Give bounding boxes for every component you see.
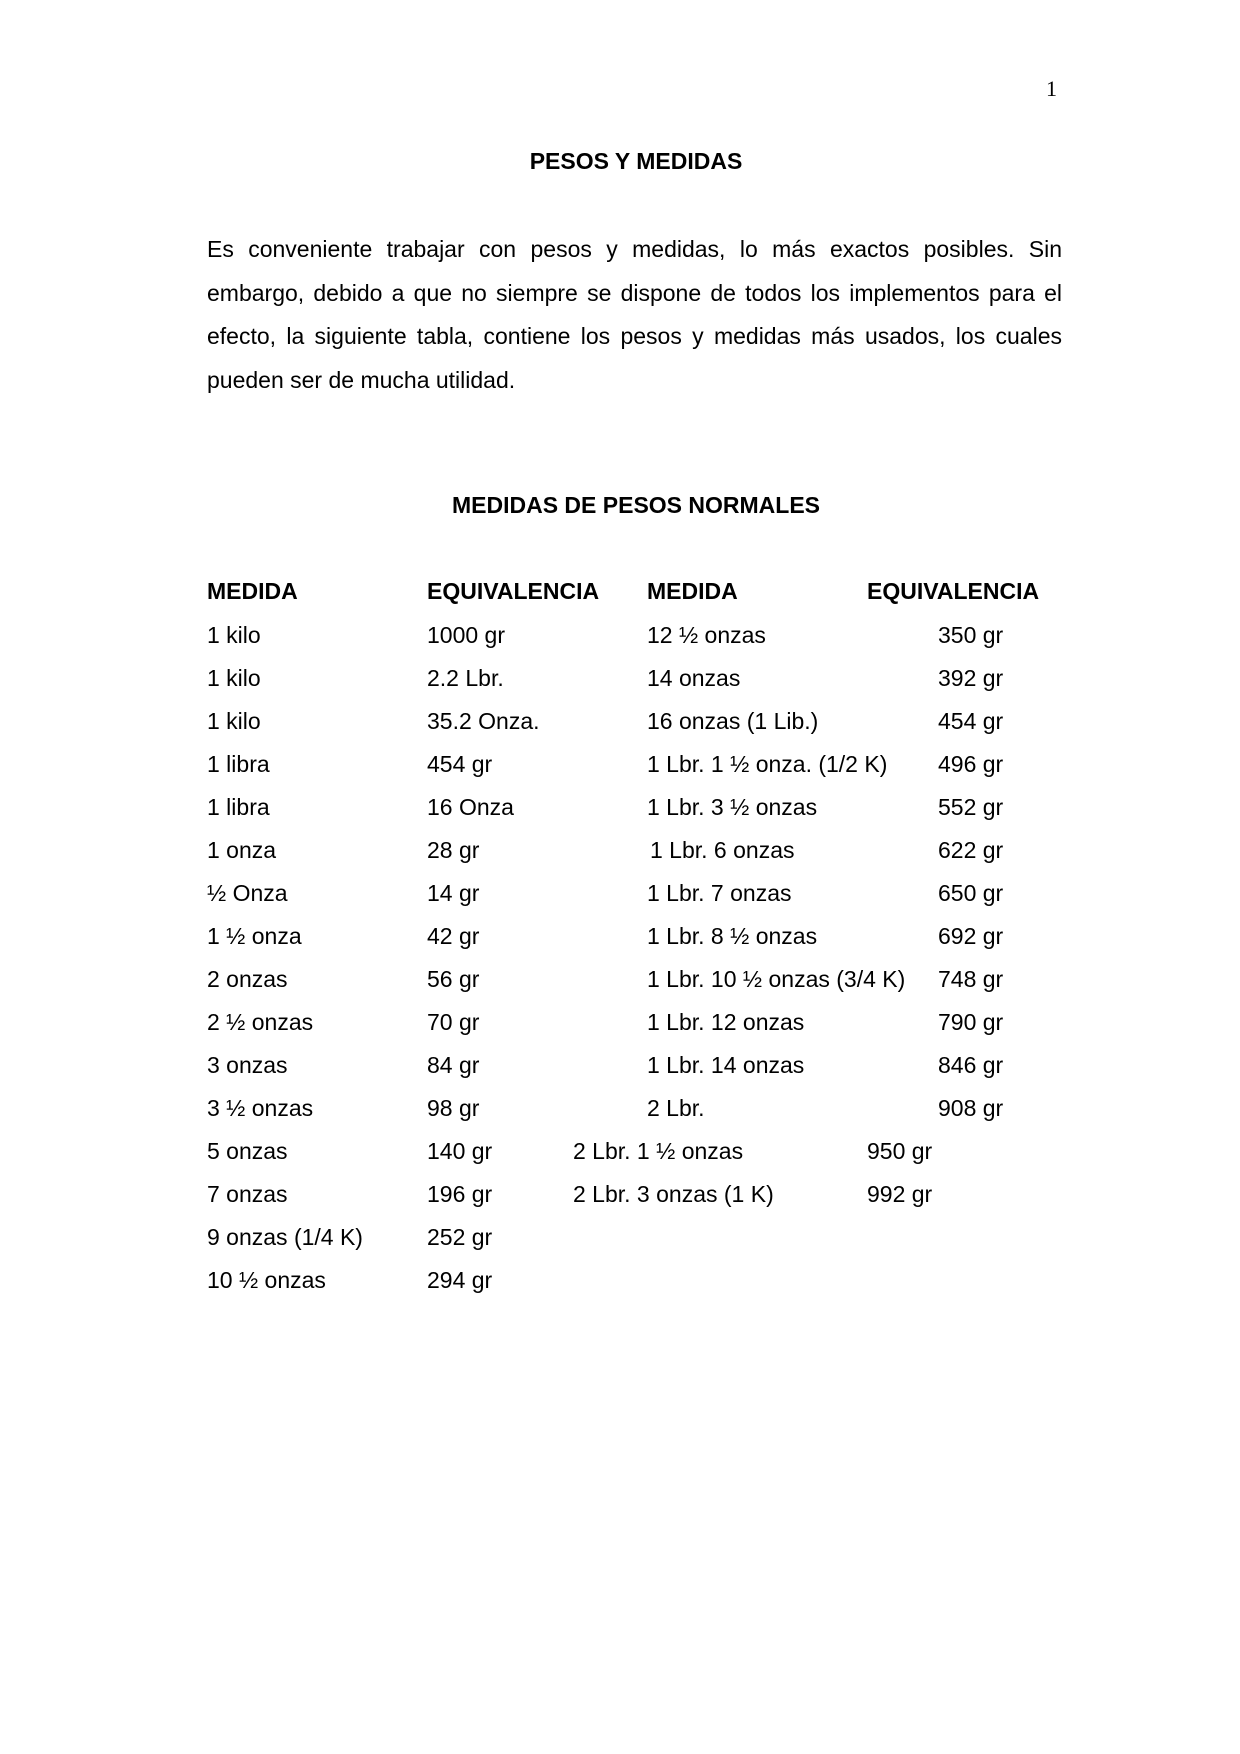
right-equivalencia-cell: 622 gr: [938, 837, 1004, 863]
right-medida-cell: 1 Lbr. 14 onzas: [647, 1052, 805, 1078]
right-medida-cell: 1 Lbr. 10 ½ onzas (3/4 K): [647, 966, 906, 992]
left-medida-cell: 1 kilo: [207, 708, 261, 734]
right-equivalencia-cell: 748 gr: [938, 966, 1004, 992]
right-medida-cell: 2 Lbr. 3 onzas (1 K): [573, 1181, 774, 1207]
intro-paragraph: Es conveniente trabajar con pesos y medidas, lo más exactos posibles. Sin embargo, debido a que no siempre se dispone de todos los implementos para el efecto, la siguiente tabla, contiene los pesos y medidas más usados, los cuales pueden ser de mucha utilidad.: [207, 236, 1062, 393]
left-medida-cell: 3 onzas: [207, 1052, 288, 1078]
left-equivalencia-cell: 1000 gr: [427, 622, 506, 648]
left-medida-cell: 2 onzas: [207, 966, 288, 992]
table-title: MEDIDAS DE PESOS NORMALES: [451, 492, 821, 518]
right-medida-cell: 12 ½ onzas: [647, 622, 766, 648]
left-equivalencia-cell: 16 Onza: [427, 794, 514, 820]
right-medida-cell: 1 Lbr. 8 ½ onzas: [647, 923, 818, 949]
right-medida-cell: 1 Lbr. 12 onzas: [647, 1009, 805, 1035]
right-equivalencia-cell: 454 gr: [938, 708, 1004, 734]
right-equivalencia-cell: 790 gr: [938, 1009, 1004, 1035]
right-equivalencia-cell: 950 gr: [867, 1138, 933, 1164]
right-medida-cell: 1 Lbr. 1 ½ onza. (1/2 K): [647, 751, 888, 777]
right-equivalencia-cell: 992 gr: [867, 1181, 933, 1207]
left-medida-cell: 9 onzas (1/4 K): [207, 1224, 363, 1250]
left-medida-cell: 5 onzas: [207, 1138, 288, 1164]
right-medida-cell: 16 onzas (1 Lib.): [647, 708, 819, 734]
right-medida-cell: 14 onzas: [647, 665, 741, 691]
left-equivalencia-cell: 84 gr: [427, 1052, 480, 1078]
right-equivalencia-cell: 846 gr: [938, 1052, 1004, 1078]
left-equivalencia-cell: 2.2 Lbr.: [427, 665, 504, 691]
right-equivalencia-cell: 552 gr: [938, 794, 1004, 820]
left-medida-cell: 1 onza: [207, 837, 277, 863]
table-header-equivalencia-1: EQUIVALENCIA: [427, 578, 600, 604]
left-medida-cell: ½ Onza: [207, 880, 288, 906]
left-equivalencia-cell: 14 gr: [427, 880, 480, 906]
left-medida-cell: 2 ½ onzas: [207, 1009, 314, 1035]
left-equivalencia-cell: 196 gr: [427, 1181, 493, 1207]
page-number: 1: [1046, 76, 1057, 101]
page-title: PESOS Y MEDIDAS: [529, 148, 743, 174]
left-medida-cell: 7 onzas: [207, 1181, 288, 1207]
left-medida-cell: 10 ½ onzas: [207, 1267, 326, 1293]
left-equivalencia-cell: 454 gr: [427, 751, 493, 777]
left-equivalencia-cell: 28 gr: [427, 837, 480, 863]
right-equivalencia-cell: 496 gr: [938, 751, 1004, 777]
left-equivalencia-cell: 56 gr: [427, 966, 480, 992]
right-medida-cell: 2 Lbr. 1 ½ onzas: [573, 1138, 744, 1164]
left-equivalencia-cell: 98 gr: [427, 1095, 480, 1121]
table-header-medida-1: MEDIDA: [207, 578, 298, 604]
right-medida-cell: 2 Lbr.: [647, 1095, 705, 1121]
right-equivalencia-cell: 908 gr: [938, 1095, 1004, 1121]
right-equivalencia-cell: 350 gr: [938, 622, 1004, 648]
left-equivalencia-cell: 252 gr: [427, 1224, 493, 1250]
left-medida-cell: 1 kilo: [207, 665, 261, 691]
left-medida-cell: 1 kilo: [207, 622, 261, 648]
right-equivalencia-cell: 650 gr: [938, 880, 1004, 906]
table-header-equivalencia-2: EQUIVALENCIA: [867, 578, 1040, 604]
left-equivalencia-cell: 42 gr: [427, 923, 480, 949]
left-medida-cell: 1 libra: [207, 751, 270, 777]
right-medida-cell: 1 Lbr. 7 onzas: [647, 880, 792, 906]
right-equivalencia-cell: 692 gr: [938, 923, 1004, 949]
right-medida-cell: 1 Lbr. 3 ½ onzas: [647, 794, 818, 820]
left-medida-cell: 3 ½ onzas: [207, 1095, 314, 1121]
right-medida-cell: 1 Lbr. 6 onzas: [650, 837, 795, 863]
left-equivalencia-cell: 35.2 Onza.: [427, 708, 540, 734]
left-medida-cell: 1 libra: [207, 794, 270, 820]
right-equivalencia-cell: 392 gr: [938, 665, 1004, 691]
left-equivalencia-cell: 294 gr: [427, 1267, 493, 1293]
left-equivalencia-cell: 70 gr: [427, 1009, 480, 1035]
left-medida-cell: 1 ½ onza: [207, 923, 302, 949]
table-header-medida-2: MEDIDA: [647, 578, 738, 604]
left-equivalencia-cell: 140 gr: [427, 1138, 493, 1164]
